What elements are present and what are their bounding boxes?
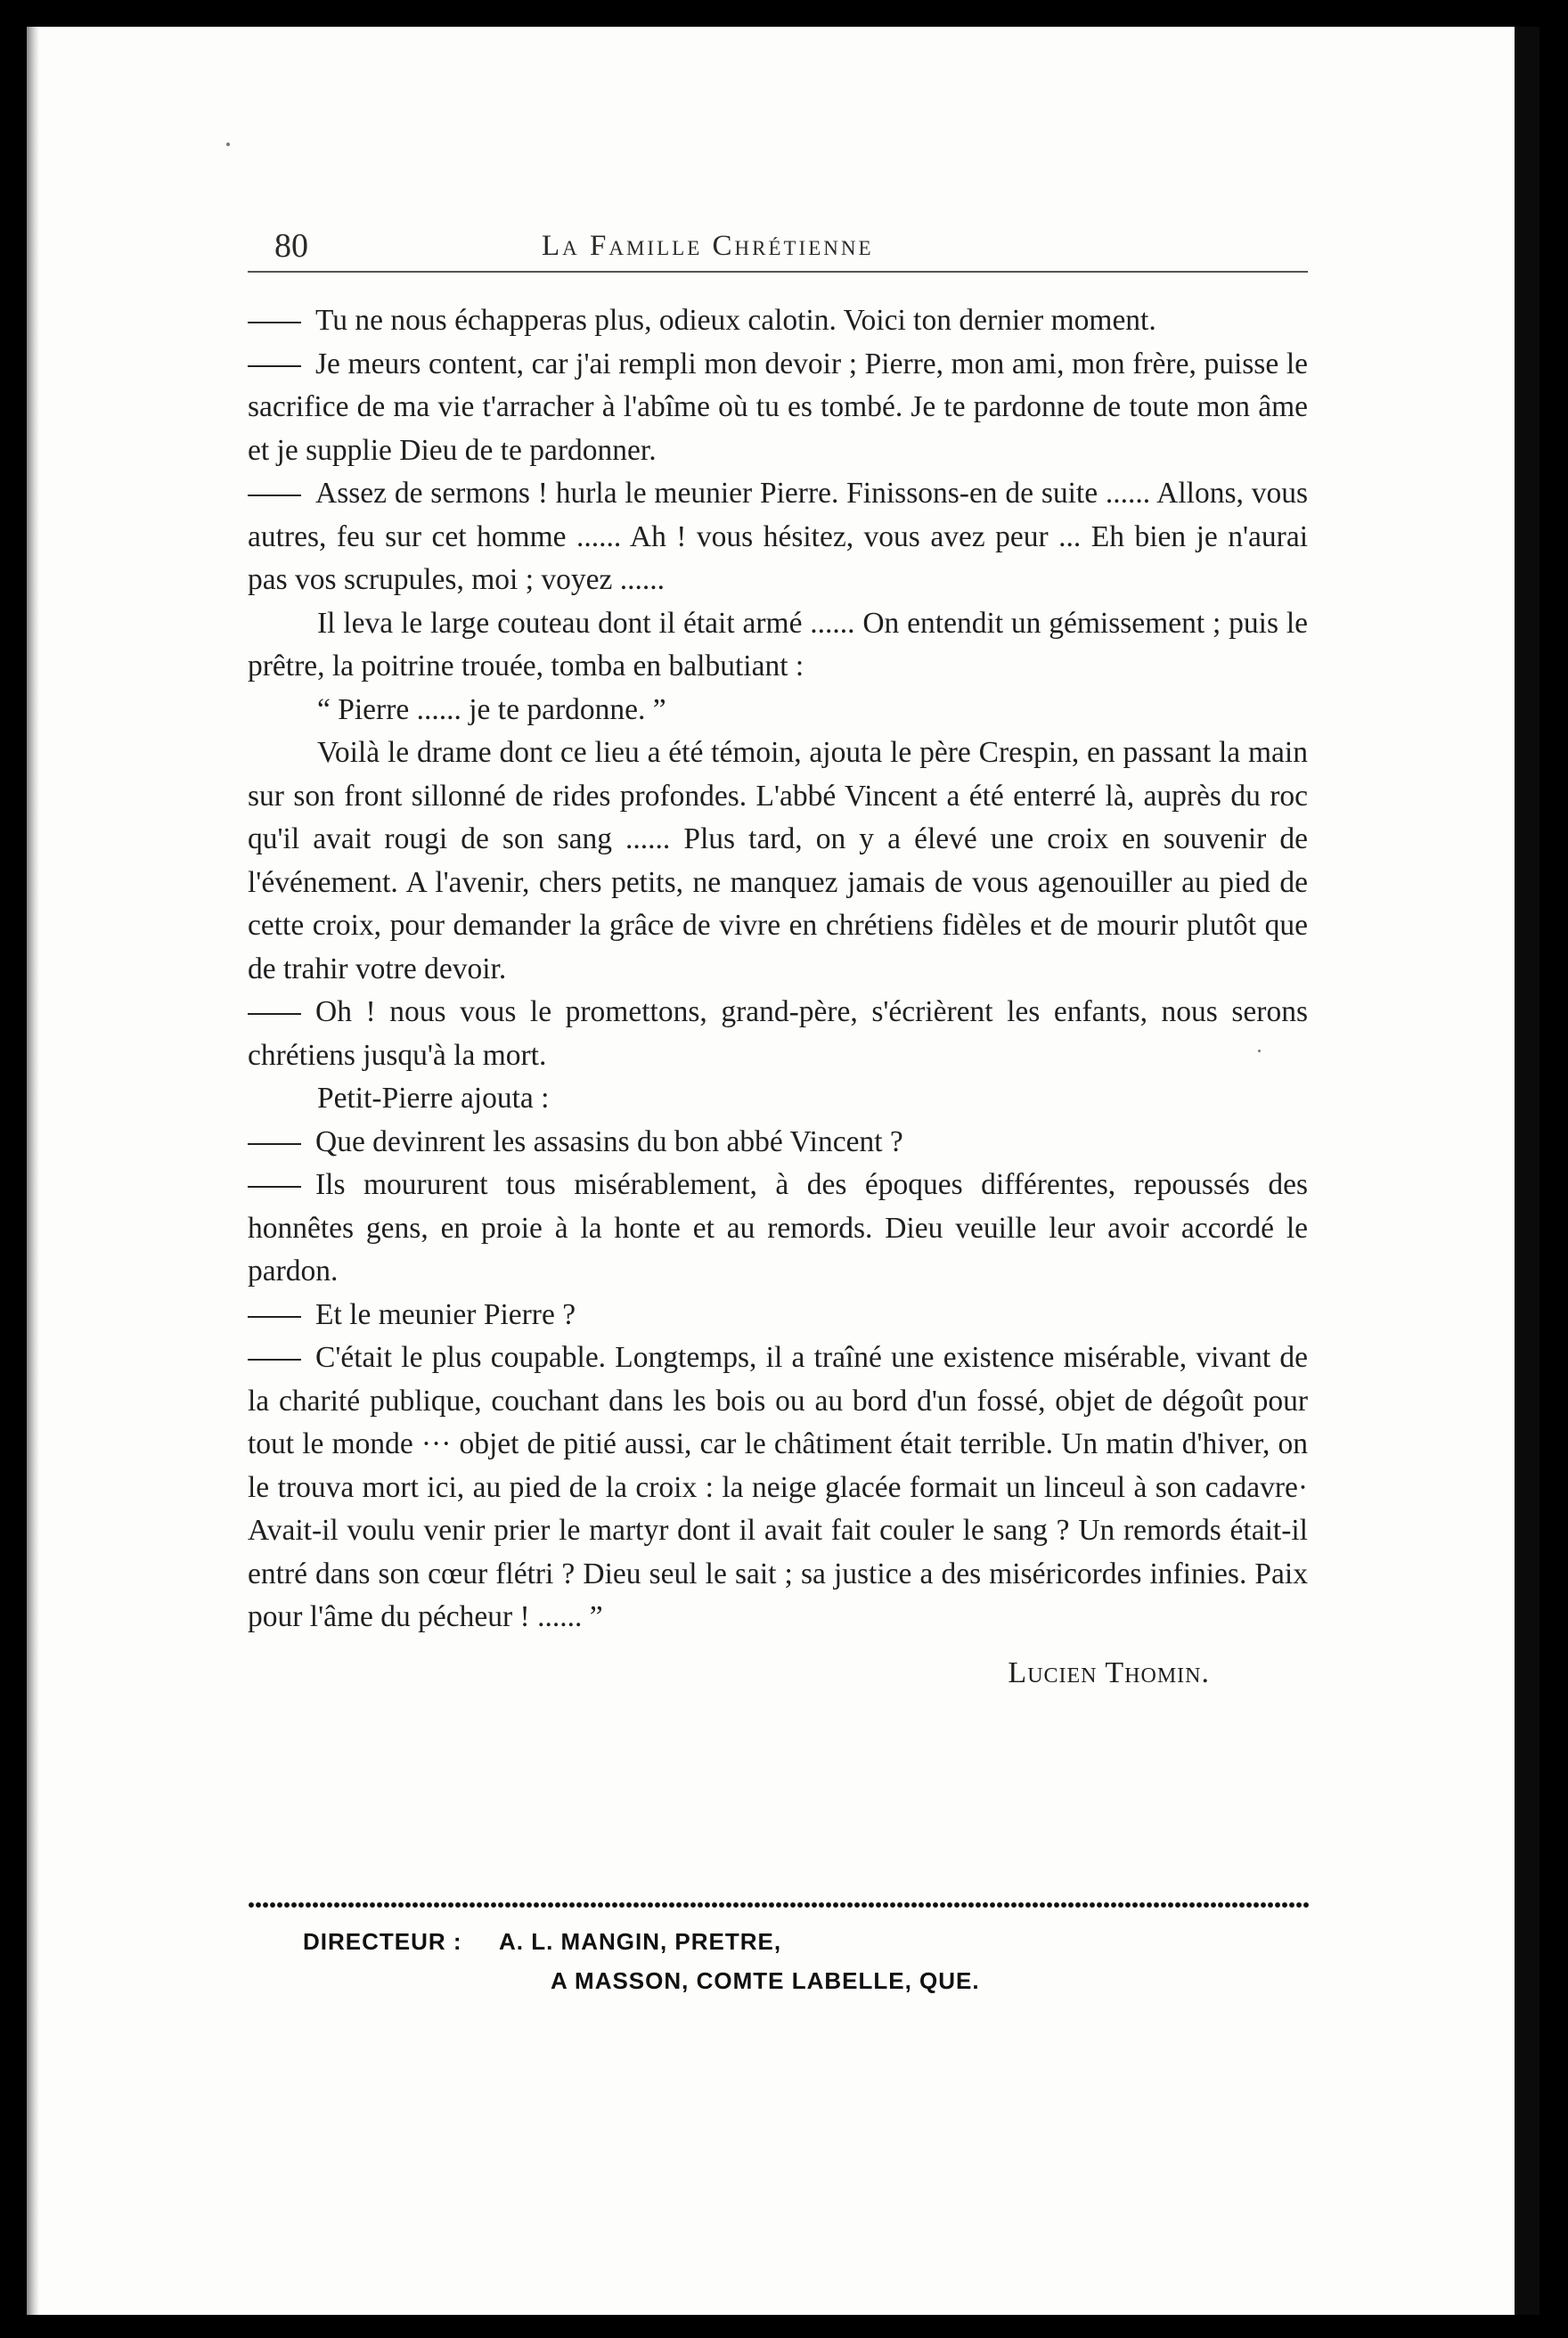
- paragraph: Assez de sermons ! hurla le meunier Pierre. Finissons-en de suite ...... Allons, vous autres, feu sur cet homme ...... Ah ! vous hésitez, vous avez peur ... Eh bien je n'aurai pas vos scrupules, moi ; voyez ......: [248, 477, 1308, 596]
- page-gutter-shadow: [27, 27, 39, 2315]
- dialogue-dash: [248, 322, 301, 323]
- author-signature: Lucien Thomin.: [1008, 1655, 1210, 1689]
- article-body: [248, 299, 1308, 1695]
- page-header: [248, 221, 1308, 273]
- paper-speck: [226, 143, 230, 146]
- dialogue-dash: [248, 495, 301, 496]
- paragraph: Oh ! nous vous le promettons, grand-père, s'écrièrent les enfants, nous serons chrétiens jusqu'à la mort.: [248, 995, 1308, 1072]
- running-title: La Famille Chrétienne: [542, 230, 874, 262]
- paragraph: C'était le plus coupable. Longtemps, il a traîné une existence misérable, vivant de la charité publique, couchant dans les bois ou au bord d'un fossé, objet de dégoût pour tout le monde ··· objet de pitié aussi, car le châtiment était terrible. Un matin d'hiver, on le trouva mort ici, au pied de la croix : la neige glacée formait un linceul à son cadavre· Avait-il voulu venir prier le martyr dont il avait fait couler le sang ? Un remords était-il entré dans son cœur flétri ? Dieu seul le sait ; sa justice a des miséricordes infinies. Paix pour l'âme du pécheur ! ...... ”: [248, 1341, 1308, 1633]
- dialogue-dash: [248, 1316, 301, 1318]
- paragraph: Que devinrent les assasins du bon abbé Vincent ?: [248, 1121, 1308, 1165]
- footer-line-2: A MASSON, COMTE LABELLE, QUE.: [551, 1967, 980, 1994]
- footer-label: DIRECTEUR :: [303, 1928, 462, 1955]
- dialogue-dash: [248, 365, 301, 367]
- dialogue-dash: [248, 1359, 301, 1361]
- dialogue-dash: [248, 1013, 301, 1015]
- footer-director: A. L. MANGIN, PRETRE,: [499, 1928, 782, 1955]
- page-number: 80: [274, 227, 308, 265]
- dialogue-dash: [248, 1186, 301, 1188]
- paragraph: Tu ne nous échapperas plus, odieux calotin. Voici ton dernier moment.: [248, 299, 1308, 343]
- paragraph: Voilà le drame dont ce lieu a été témoin, ajouta le père Crespin, en passant la main sur son front sillonné de rides profondes. L'abbé Vincent a été enterré là, auprès du roc qu'il avait rougi de son sang ...... Plus tard, on y a élevé une croix en souvenir de l'événement. A l'avenir, chers petits, ne manquez jamais de vous agenouiller au pied de cette croix, pour demander la grâce de vivre en chrétiens fidèles et de mourir plutôt que de trahir votre devoir.: [248, 736, 1308, 985]
- paragraph: Et le meunier Pierre ?: [248, 1294, 1308, 1337]
- footer-line-1: [303, 1928, 980, 1967]
- dotted-rule: [248, 1900, 1310, 1910]
- paragraph: “ Pierre ...... je te pardonne. ”: [317, 692, 666, 726]
- dialogue-dash: [248, 1143, 301, 1145]
- paragraph: Je meurs content, car j'ai rempli mon devoir ; Pierre, mon ami, mon frère, puisse le sacrifice de ma vie t'arracher à l'abîme où tu es tombé. Je te pardonne de toute mon âme et je supplie Dieu de te pardonner.: [248, 347, 1308, 467]
- page-fold-shadow: [1515, 27, 1539, 2315]
- paragraph: Il leva le large couteau dont il était armé ...... On entendit un gémissement ; puis le prêtre, la poitrine trouée, tomba en balbutiant :: [248, 606, 1308, 683]
- publisher-footer: [303, 1928, 980, 2007]
- paragraph: Petit-Pierre ajouta :: [317, 1082, 550, 1115]
- paragraph: Ils moururent tous misérablement, à des époques différentes, repoussés des honnêtes gens, en proie à la honte et au remords. Dieu veuille leur avoir accordé le pardon.: [248, 1168, 1308, 1288]
